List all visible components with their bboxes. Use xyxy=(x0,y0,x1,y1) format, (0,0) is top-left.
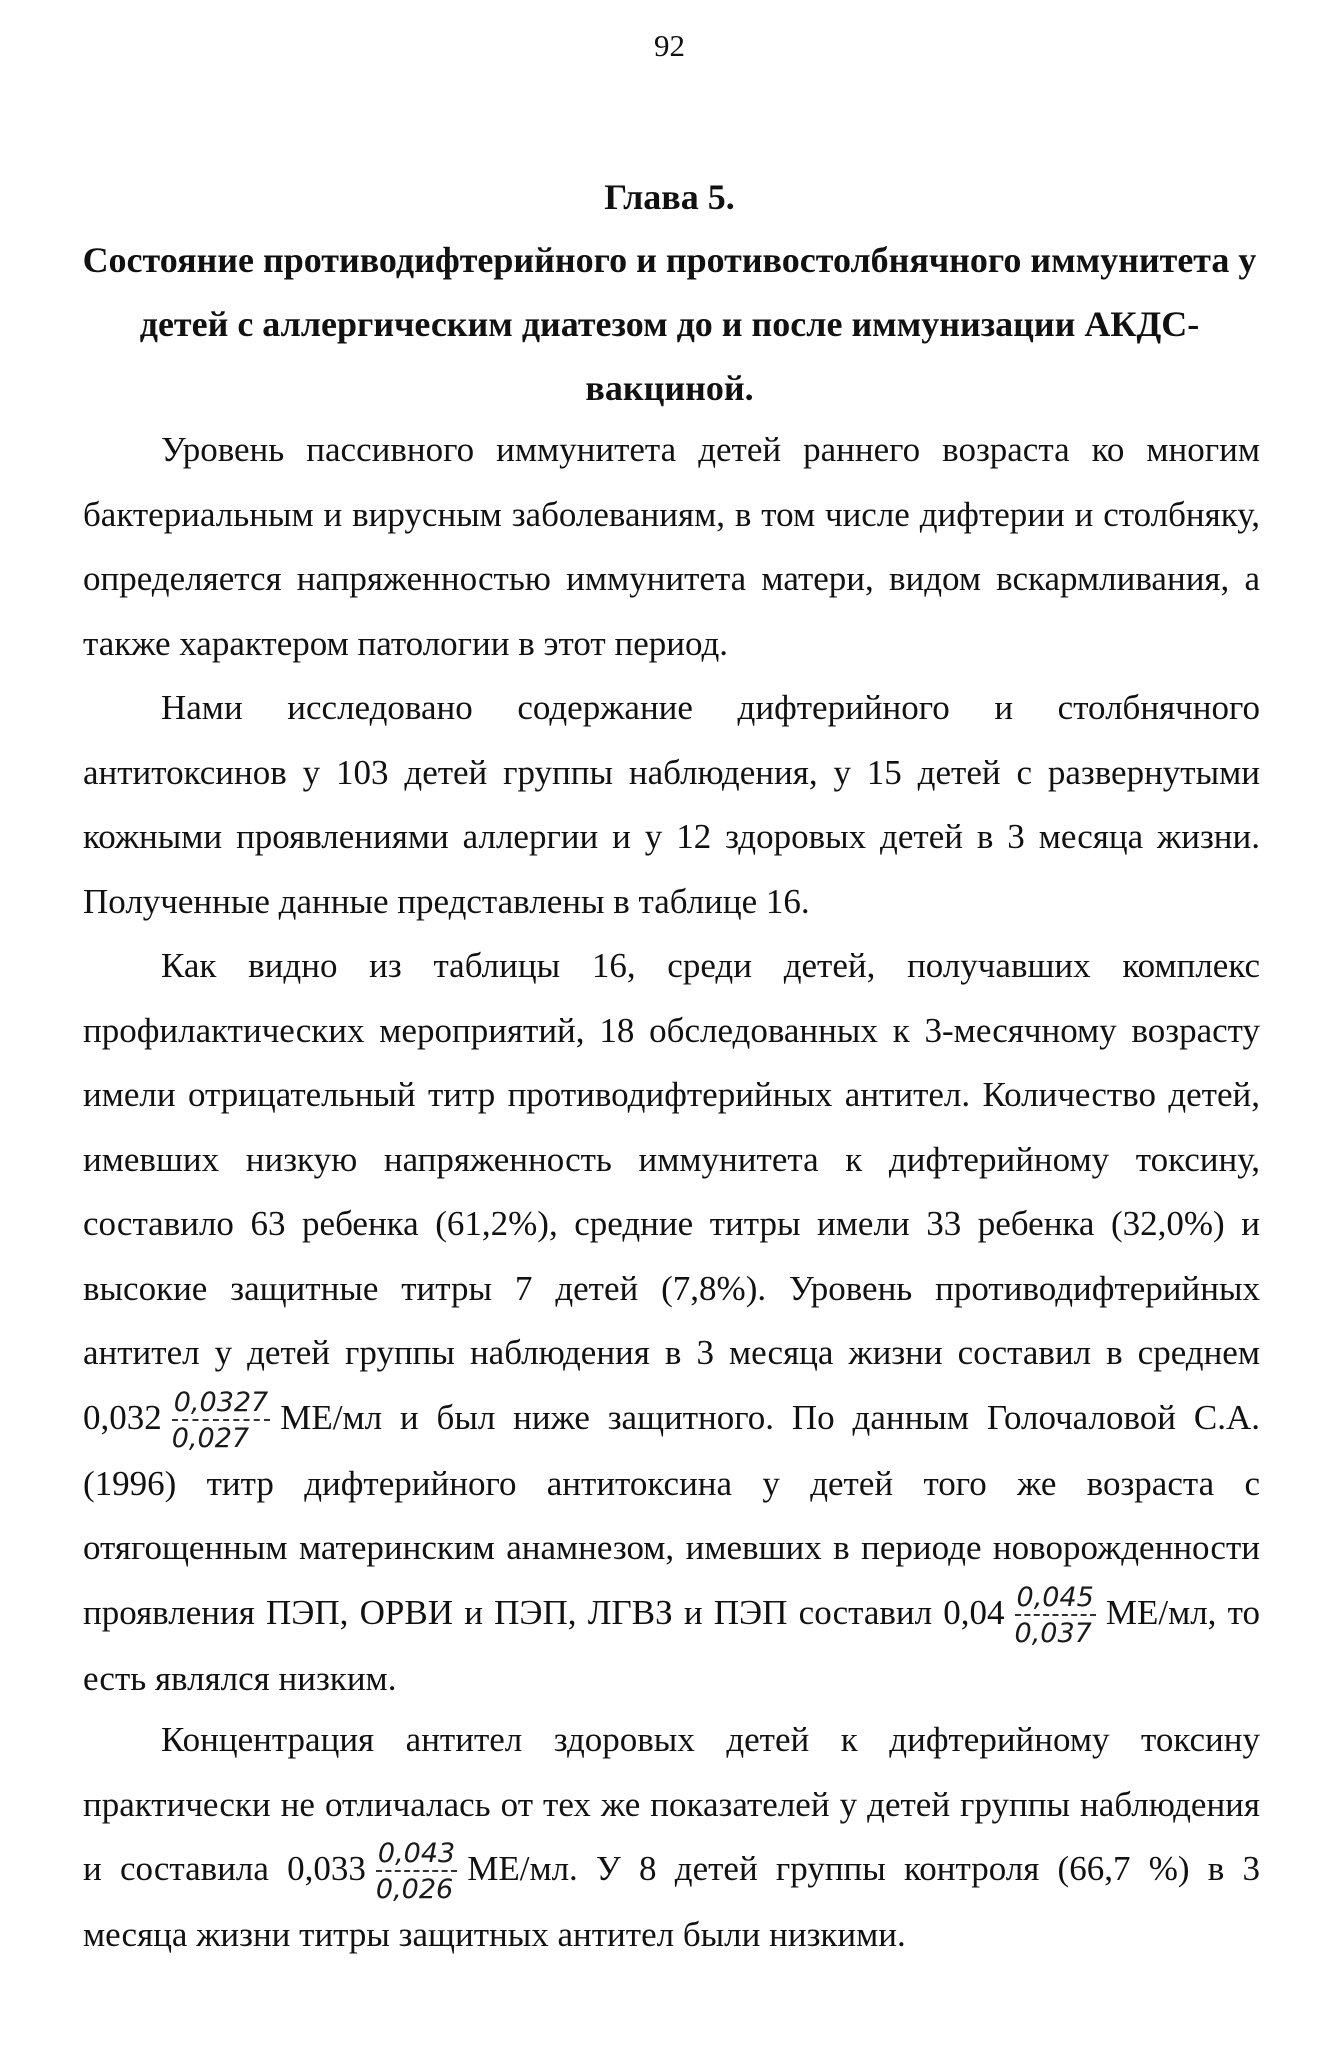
chapter-heading: Глава 5. xyxy=(604,177,735,217)
paragraph-4-text-b: МЕ/мл. У 8 детей группы контроля (66,7 %) в 3 месяца жизни титры защитных антител были низкими. xyxy=(83,1849,1261,1955)
paragraph-3-text-b: МЕ/мл и был ниже защитного. По данным Голочаловой С.А. (1996) титр дифтерийного антитоксина у детей того же возраста с отягощенным материнским анамнезом, имевших в периоде новорожденности проявления ПЭП, ОРВИ и ПЭП, ЛГВЗ и ПЭП составил 0,04 xyxy=(83,1397,1260,1632)
page-number: 92 xyxy=(654,28,685,63)
handwritten-fraction-3 xyxy=(375,1838,457,1906)
handwritten-fraction-1 xyxy=(171,1386,270,1454)
paragraph-3 xyxy=(83,934,1260,1712)
paragraph-1: Уровень пассивного иммунитета детей раннего возраста ко многим бактериальным и вирусным заболеваниям, в том числе дифтерии и столбняку, определяется напряженностью иммунитета матери, видом вскармливания, а также характером патологии в этот период. xyxy=(83,430,1260,663)
paragraph-3-text-a: Как видно из таблицы 16, среди детей, получавших комплекс профилактических мероприятий, 18 обследованных к 3-месячному возрасту имели отрицательный титр противодифтерийных антител. Количество детей, имевших низкую напряженность иммунитета к дифтерийному токсину, составило 63 ребенка (61,2%), средние титры имели 33 ребенка (32,0%) и высокие защитные титры 7 детей (7,8%). Уровень противодифтерийных антител у детей группы наблюдения в 3 месяца жизни составил в среднем 0,032 xyxy=(83,946,1260,1437)
paragraph-2: Нами исследовано содержание дифтерийного и столбнячного антитоксинов у 103 детей группы наблюдения, у 15 детей с развернутыми кожными проявлениями аллергии и у 12 здоровых детей в 3 месяца жизни. Полученные данные представлены в таблице 16. xyxy=(83,688,1260,921)
chapter-title: Состояние противодифтерийного и противостолбнячного иммунитета у детей с аллергическим диатезом до и после иммунизации АКДС-вакциной. xyxy=(82,240,1257,408)
fraction-2-denominator: 0,037 xyxy=(1014,1618,1092,1650)
handwritten-fraction-2 xyxy=(1014,1582,1096,1650)
fraction-3-denominator: 0,026 xyxy=(375,1874,454,1906)
paragraph-3-text-c: МЕ/мл, то есть являлся низким. xyxy=(83,1592,1260,1699)
fraction-1-denominator: 0,027 xyxy=(171,1422,250,1454)
fraction-3-numerator: 0,043 xyxy=(376,1840,457,1872)
paragraph-4-text-a: Концентрация антител здоровых детей к дифтерийному токсину практически не отличалась от тех же показателей у детей группы наблюдения и составила 0,033 xyxy=(83,1720,1260,1888)
fraction-1-numerator: 0,0327 xyxy=(172,1389,270,1421)
fraction-2-numerator: 0,045 xyxy=(1015,1584,1096,1616)
paragraph-4 xyxy=(83,1708,1260,1968)
